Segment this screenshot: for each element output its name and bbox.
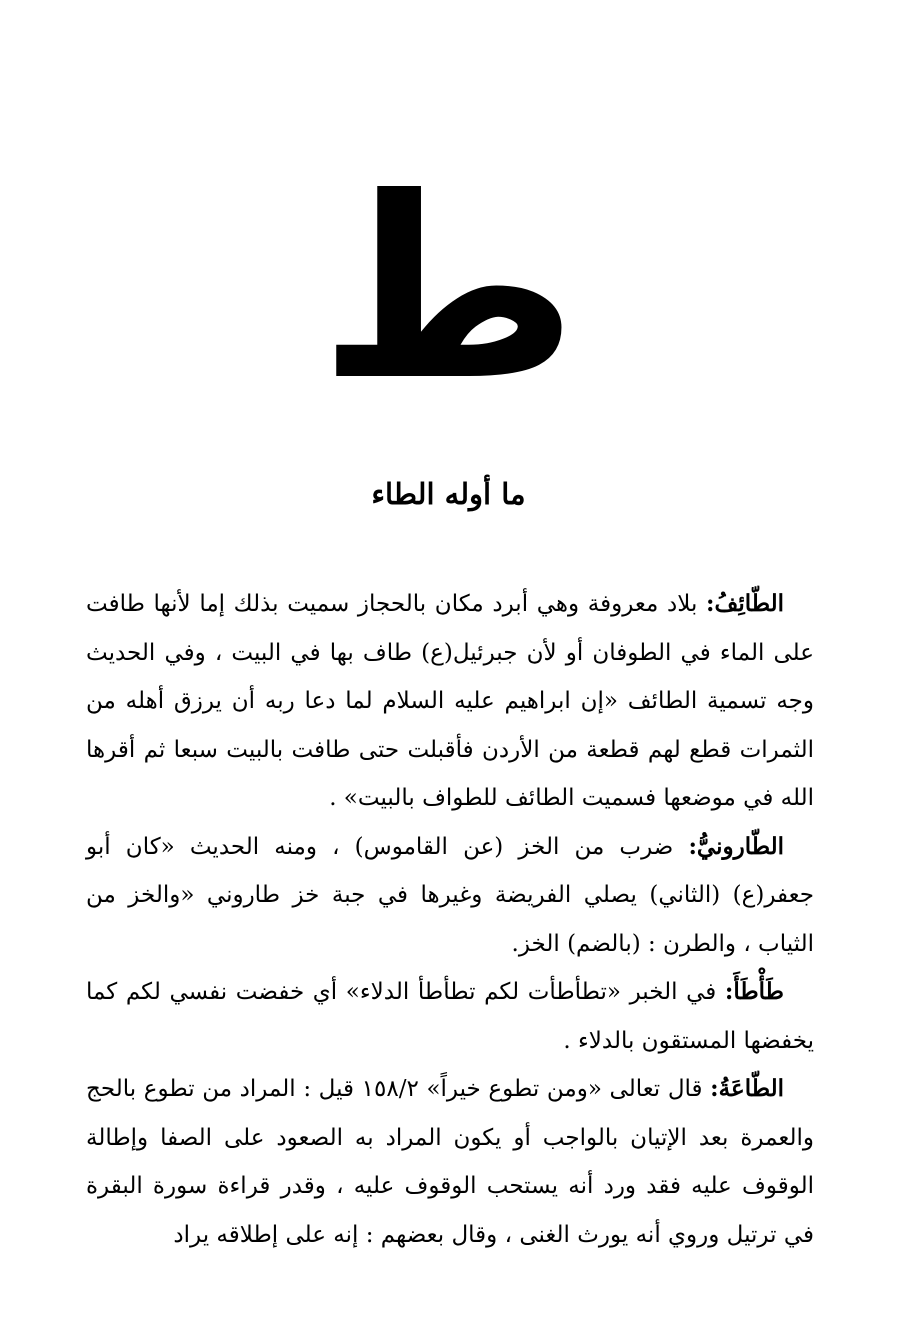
chapter-letter: ط [318,144,579,435]
entry-text: ضرب من الخز (عن القاموس) ، ومنه الحديث «كان أبو جعفر(ع) (الثاني) يصلي الفريضة وغيرها في جبة خز طاروني «والخز من الثياب ، والطرن : (بالضم) الخز. [86,833,814,957]
dictionary-entry [86,823,814,969]
dictionary-entry [86,968,814,1065]
entries-body [86,580,814,1259]
entry-text: في الخبر «تطأطأت لكم تطأطأ الدلاء» أي خفضت نفسي لكم كما يخفضها المستقون بالدلاء . [86,979,814,1054]
entry-text: بلاد معروفة وهي أبرد مكان بالحجاز سميت بذلك إما لأنها طافت على الماء في الطوفان أو لأن جبرئيل(ع) طاف بها في البيت ، وفي الحديث وجه تسمية الطائف «إن ابراهيم عليه السلام لما دعا ربه أن يرزق أهله من الثمرات قطع لهم قطعة من الأردن فأقبلت حتى طافت بالبيت سبعا ثم أقرها الله في موضعها فسميت الطائف للطواف بالبيت» . [86,591,814,811]
entry-text: قال تعالى «ومن تطوع خيراً» ١٥٨/٢ قيل : المراد من تطوع بالحج والعمرة بعد الإتيان بالواجب أو يكون المراد به الصعود على الصفا وإطالة الوقوف عليه فقد ورد أنه يستحب الوقوف عليه ، وقدر قراءة سورة البقرة في ترتيل وروي أنه يورث الغنى ، وقال بعضهم : إنه على إطلاقه يراد [86,1076,814,1248]
entry-headword: الطّائِفُ: [706,590,784,617]
entry-headword: طَأْطَأَ: [724,978,784,1005]
entry-headword: الطّارونيُّ: [688,832,784,860]
chapter-title: ما أوله الطاء [371,477,526,511]
entry-headword: الطّاعَةُ: [710,1075,784,1102]
dictionary-entry [86,580,814,823]
dictionary-entry [86,1065,814,1259]
